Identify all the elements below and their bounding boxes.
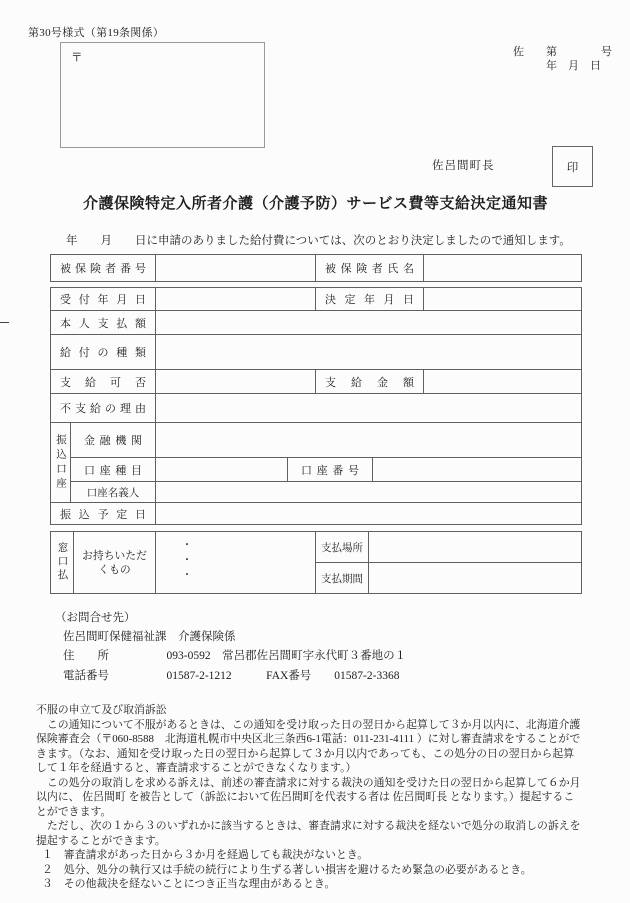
insured-name-value <box>424 255 582 282</box>
bring-items-label: お持ちいただくもの <box>74 532 156 594</box>
accept-date-label: 受付年月日 <box>51 288 156 311</box>
amount-value <box>424 370 582 394</box>
form-number-label: 第30号様式（第19条関係） <box>28 27 165 39</box>
contact-heading: （お問合せ先） <box>55 612 136 624</box>
account-number-value <box>373 458 582 482</box>
table-row <box>51 370 582 394</box>
insured-number-label: 被保険者番号 <box>51 255 156 282</box>
bank-label: 金融機関 <box>71 423 156 458</box>
insured-name-label: 被保険者氏名 <box>316 255 424 282</box>
bullet-item: ・ <box>182 540 192 551</box>
contact-office: 佐呂間町保健福祉課 介護保険係 <box>63 631 236 644</box>
table-row <box>51 288 582 311</box>
account-type-value <box>156 458 288 482</box>
table-row <box>51 532 582 563</box>
counter-pay-table <box>50 531 582 594</box>
fold-mark <box>0 322 9 323</box>
table-row <box>51 311 582 335</box>
table-row <box>51 503 582 525</box>
insured-number-value <box>156 255 316 282</box>
mayor-label: 佐呂間町長 <box>432 160 495 172</box>
bullet-item: ・ <box>182 555 192 566</box>
recipient-address-box <box>60 42 265 148</box>
postal-mark: 〒 <box>71 52 83 64</box>
benefit-type-value <box>156 335 582 370</box>
approval-label: 支給可否 <box>51 370 156 394</box>
decision-table <box>50 287 582 423</box>
appeal-paragraph: この通知について不服があるときは、この通知を受け取った日の翌日から起算して３か月以内に、北海道介護保険審査会（〒060-8588 北海道札幌市中央区北三条西6-1電話：011-231-4111 ）に対し審査請求をすることができます。（なお、通知を受け取った日の翌日から起算して３か月以内であっても、この処分の日の翌日から起算して１年を経過すると、審査請求することができなくなります。） <box>36 718 581 774</box>
seal-label: 印 <box>566 161 579 174</box>
appeal-paragraph: この処分の取消しを求める訴えは、前述の審査請求に対する裁決の通知を受けた日の翌日から起算して６か月以内に、 佐呂間町 を被告として（訴訟において佐呂間町を代表する者は 佐呂間町長 となります。）提起することができます。 <box>36 776 581 818</box>
transfer-account-label: 振込口座 <box>51 423 71 503</box>
denial-reason-label: 不支給の理由 <box>51 394 156 423</box>
self-pay-label: 本人支払額 <box>51 311 156 335</box>
pay-place-label: 支払場所 <box>316 532 369 563</box>
contact-address: 住 所 093-0592 常呂郡佐呂間町字永代町３番地の１ <box>63 650 407 663</box>
account-type-label: 口座種目 <box>71 458 156 482</box>
bullet-item: ・ <box>182 570 192 581</box>
table-row <box>51 335 582 370</box>
self-pay-value <box>156 311 582 335</box>
decision-date-label: 決定年月日 <box>316 288 424 311</box>
insured-table <box>50 254 582 282</box>
doc-number-line: 佐 第 号 <box>513 46 612 58</box>
document-title: 介護保険特定入所者介護（介護予防）サービス費等支給決定通知書 <box>82 196 548 212</box>
transfer-date-label: 振込予定日 <box>51 503 156 525</box>
table-row <box>51 423 582 458</box>
table-row <box>51 482 582 503</box>
appeal-paragraph: ただし、次の１から３のいずれかに該当するときは、審査請求に対する裁決を経ないで処分の取消しの訴えを提起することができます。 <box>36 820 581 847</box>
appeal-notice <box>36 703 582 892</box>
table-row <box>51 458 582 482</box>
appeal-heading: 不服の申立て及び取消訴訟 <box>36 704 167 716</box>
benefit-type-label: 給付の種類 <box>51 335 156 370</box>
approval-value <box>156 370 316 394</box>
doc-reference <box>513 45 612 73</box>
decision-date-value <box>424 288 582 311</box>
pay-period-label: 支払期間 <box>316 563 369 594</box>
denial-reason-value <box>156 394 582 423</box>
intro-text: 年 月 日に申請のありました給付費については、次のとおり決定しましたので通知します。 <box>66 235 571 247</box>
table-row <box>51 394 582 423</box>
seal-box <box>552 146 593 187</box>
table-row <box>51 255 582 282</box>
account-number-label: 口座番号 <box>288 458 373 482</box>
amount-label: 支給金額 <box>316 370 424 394</box>
pay-place-value <box>369 532 582 563</box>
bank-value <box>156 423 582 458</box>
transfer-date-value <box>156 503 582 525</box>
bring-items-list <box>156 532 316 594</box>
account-holder-value <box>156 482 582 503</box>
doc-date-line: 年 月 日 <box>546 60 601 72</box>
transfer-date-table <box>50 502 582 525</box>
appeal-list-item: １ 審査請求があった日から３か月を経過しても裁決がないとき。 <box>42 849 369 861</box>
account-holder-label: 口座名義人 <box>71 482 156 503</box>
counter-pay-label: 窓口払 <box>51 532 74 594</box>
transfer-account-table <box>50 422 582 503</box>
accept-date-value <box>156 288 316 311</box>
contact-block <box>55 609 406 686</box>
contact-phone: 電話番号 01587-2-1212 FAX番号 01587-2-3368 <box>63 669 400 682</box>
appeal-list-item: ２ 処分、処分の執行又は手続の続行により生ずる著しい損害を避けるため緊急の必要があるとき。 <box>42 863 532 876</box>
appeal-list-item: ３ その他裁決を経ないことにつき正当な理由があるとき。 <box>42 878 336 890</box>
pay-period-value <box>369 563 582 594</box>
